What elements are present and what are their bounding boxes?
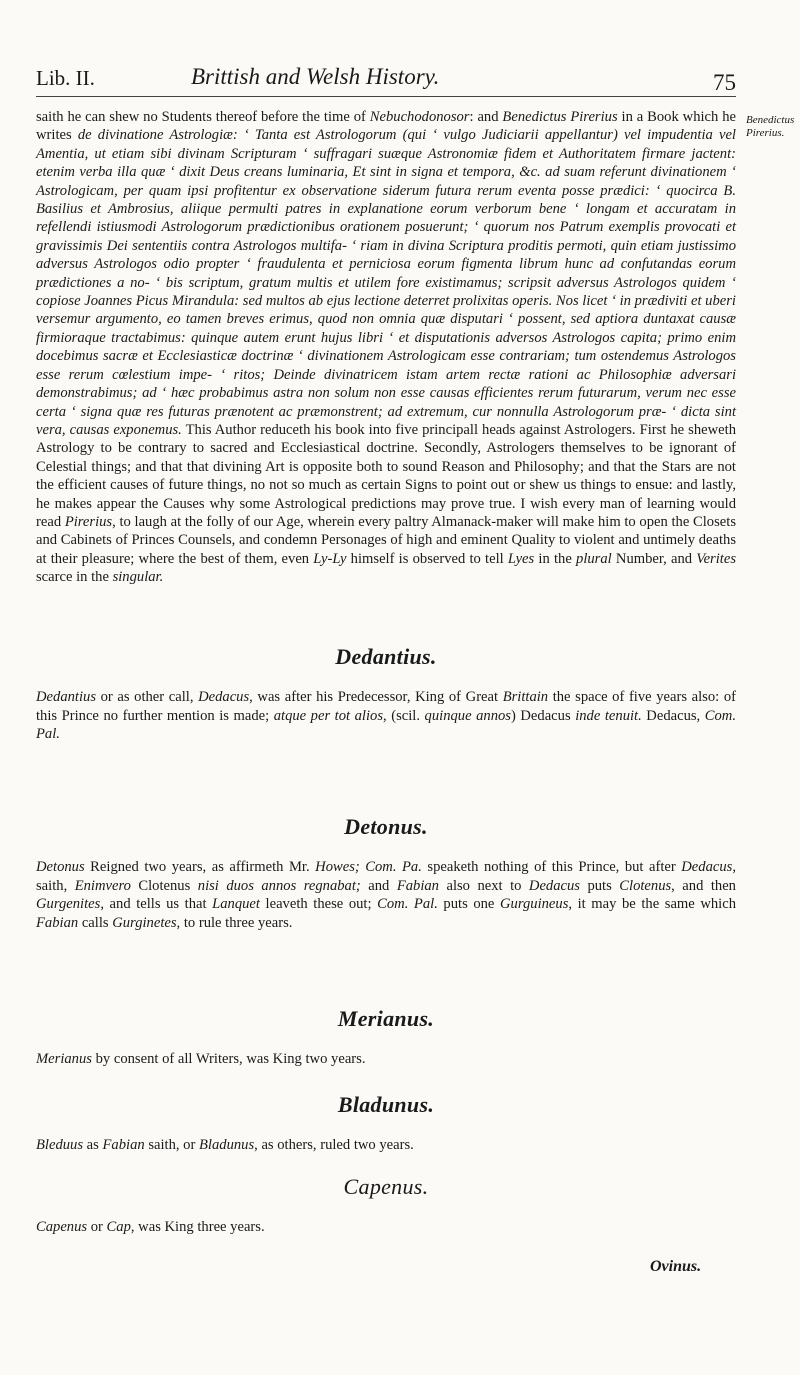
section-paragraph bbox=[36, 1050, 736, 1068]
section-merianus bbox=[36, 1006, 736, 1083]
section-heading: Bladunus. bbox=[337, 1092, 435, 1117]
text-run: Gurginetes bbox=[112, 914, 177, 931]
text-run: inde tenuit. bbox=[575, 707, 642, 724]
text-run: Dedacus bbox=[528, 877, 580, 894]
text-run: singular. bbox=[112, 569, 164, 586]
text-run: Pirerius bbox=[64, 513, 113, 530]
text-run: Verites bbox=[696, 550, 737, 567]
text-run: Nebuchodonosor bbox=[369, 109, 470, 125]
header-rule bbox=[36, 96, 736, 97]
text-run: Clotenus bbox=[130, 877, 198, 894]
text-run: : and bbox=[469, 109, 503, 125]
text-run: Gurgenites bbox=[36, 896, 101, 913]
text-run: Ly-Ly bbox=[313, 550, 347, 567]
text-run: , was after his Predecessor, King of Great bbox=[249, 689, 503, 706]
text-run: Howes; Com. Pa. bbox=[315, 859, 422, 876]
text-run: Lanquet bbox=[212, 896, 260, 913]
text-run: Com. Pal. bbox=[377, 896, 438, 913]
text-run: Fabian bbox=[102, 1137, 145, 1154]
text-run: , it may be the same which bbox=[568, 896, 736, 913]
running-header bbox=[36, 62, 736, 102]
text-run: Fabian bbox=[396, 877, 439, 894]
text-run: Dedantius bbox=[36, 689, 96, 706]
text-run: leaveth these out; bbox=[259, 896, 378, 913]
text-run: or as other call, bbox=[96, 689, 199, 706]
text-run: himself is observed to tell bbox=[346, 550, 508, 567]
text-run: calls bbox=[78, 914, 113, 931]
text-run: Dedacus bbox=[198, 689, 250, 706]
running-title: Brittish and Welsh History. bbox=[191, 64, 440, 89]
text-run: speaketh nothing of this Prince, but after bbox=[421, 859, 682, 876]
section-bladunus bbox=[36, 1092, 736, 1169]
text-run: puts one bbox=[437, 896, 500, 913]
text-run: the space of five years also: of this Prince no further mention is made; bbox=[36, 689, 736, 724]
text-run: Cap bbox=[106, 1219, 131, 1236]
text-run: , as others, ruled two years. bbox=[254, 1137, 414, 1154]
text-run: Fabian bbox=[36, 914, 79, 931]
book-number: Lib. II. bbox=[36, 66, 95, 90]
section-paragraph bbox=[36, 858, 736, 932]
text-run: also next to bbox=[438, 877, 529, 894]
text-run: Capenus bbox=[36, 1219, 88, 1236]
text-run: Detonus bbox=[36, 859, 85, 876]
text-run: Bladunus bbox=[199, 1137, 255, 1154]
text-run: Brittain bbox=[502, 689, 549, 706]
margin-note: Benedictus Pirerius. bbox=[746, 114, 795, 139]
text-run: Bleduus bbox=[36, 1137, 84, 1154]
text-run: Lyes bbox=[507, 550, 535, 567]
text-run: , to rule three years. bbox=[176, 914, 293, 931]
text-run: saith, or bbox=[144, 1137, 199, 1154]
section-paragraph bbox=[36, 1218, 736, 1236]
text-run: , and tells us that bbox=[100, 896, 213, 913]
text-run: , saith, bbox=[36, 859, 736, 894]
text-run: in a Book which he writes bbox=[36, 109, 736, 144]
section-heading: Dedantius. bbox=[335, 644, 437, 669]
text-run: and bbox=[360, 877, 397, 894]
text-run: plural bbox=[576, 550, 612, 567]
page-number: 75 bbox=[713, 70, 736, 95]
text-run: in the bbox=[534, 550, 577, 567]
text-run: Number, and bbox=[611, 550, 697, 567]
text-run: as bbox=[83, 1137, 103, 1154]
text-run: or bbox=[87, 1219, 107, 1236]
text-run: ) Dedacus bbox=[510, 707, 576, 724]
text-run: , to laugh at the folly of our Age, wherein every paltry Almanack-maker will make him to open the Closets and Cabinets of Princes Counsels, and condemn Personages of high and eminent Quality to violent and untimely deaths at their pleasure; where the best of them, even bbox=[36, 513, 736, 567]
section-capenus bbox=[36, 1174, 736, 1251]
section-heading: Merianus. bbox=[337, 1006, 435, 1031]
section-heading: Capenus. bbox=[343, 1174, 429, 1199]
section-heading: Detonus. bbox=[344, 814, 428, 839]
text-run: , was King three years. bbox=[130, 1219, 265, 1236]
section-detonus bbox=[36, 814, 736, 947]
text-run: Enimvero bbox=[74, 877, 131, 894]
text-run: This Author reduceth his book into five principall heads against Astrologers. First he sheweth Astrology to be contrary to sacred and Ecclesiastical doctrine. Secondly, Astrologers themselves to be ignorant of Celestial things; and that that divining Art is opposite both to sound Reason and Philosophy; and that the Stars are not the efficient causes of future things, no not so much as certain Signs to point out or shew us things to ensue: and lastly, he makes appear the Causes why some Astrological predictions may prove true. I wish every man of learning would read bbox=[36, 421, 736, 530]
text-run: puts bbox=[579, 877, 620, 894]
text-run: Gurguineus bbox=[500, 896, 569, 913]
text-run: Com. Pal. bbox=[36, 707, 736, 743]
text-run: saith he can shew no Students thereof before the time of bbox=[36, 109, 370, 125]
section-dedantius bbox=[36, 644, 736, 758]
text-run: Merianus bbox=[36, 1051, 92, 1068]
catchword: Ovinus. bbox=[650, 1258, 702, 1275]
text-run: , (scil. bbox=[383, 707, 425, 724]
latin-quotation: de divinatione Astrologiæ: ‘ Tanta est Astrologorum (qui ‘ vulgo Judiciarii appellantur) vel impudentia vel Amentia, ut etiam sibi divinam Scripturam ‘ suffragari suæque Astronomiæ fidem et Authoritatem firmare jactent: etenim verba illa quæ ‘ dixit Deus creans luminaria, Et sint in signa et tempora, &c. ad suam referunt divinationem ‘ Astrologicam, per quam ipsi profitentur ex observatione siderum futura rerum eventa posse prædici: ‘ quocirca B. Basilius et Ambrosius, aliique permulti patres in explanatione eorum verborum bene ‘ longam et accuratam in refellendi istiusmodi Astrologorum prædictionibus orationem posuerunt; ‘ quorum nos Patrum exemplis provocati et gravissimis Dei sententiis contra Astrologos multifa- ‘ riam in divina Scriptura proditis permoti, quin etiam justissimo adversus Astrologos odio propter ‘ fraudulenta et perniciosa eorum figmenta librum hunc ad confutandas eorum prædictiones a no- ‘ bis scriptum, gratum multis et utilem fore existimamus; scripsit adversus Astrologos quidem ‘ copiose Joannes Picus Mirandula: sed multos ab ejus lectione deterret prolixitas operis. Nos licet ‘ in prædiviti et uberi versemur argumento, eo tamen breves erimus, quod non omnia quæ disputari ‘ possent, sed aptiora duntaxat causæ firmioraque tractabimus: quinque autem erunt hujus libri ‘ et disputationis adversos Astrologos capita; primo enim docebimus sacræ et Ecclesiasticæ doctrinæ ‘ divinationem Astrologicam esse contrariam; tum ostendemus Astrologos esse rerum cœlestium impe- ‘ ritos; Deinde divinatricem istam artem rectæ rationi ac Philosophiæ adversari demonstrabimus; ad ‘ hæc probabimus astra non solum non esse causas efficientes rerum futurarum, verum nec esse certa ‘ signa quæ res futuras prænotent ac præmonstrent; ad extremum, cur nonnulla Astrologorum præ- ‘ dicta sint vera, causas exponemus. bbox=[36, 127, 736, 438]
text-run: Benedictus Pirerius bbox=[502, 109, 618, 125]
text-run: by consent of all Writers, was King two years. bbox=[91, 1051, 366, 1068]
section-paragraph bbox=[36, 688, 736, 743]
text-run: Reigned two years, as affirmeth Mr. bbox=[84, 859, 316, 876]
text-run: Dedacus bbox=[681, 859, 733, 876]
text-run: , and then bbox=[671, 877, 736, 894]
text-run: scarce in the bbox=[36, 569, 113, 586]
main-text bbox=[36, 108, 736, 587]
text-run: Clotenus bbox=[619, 877, 672, 894]
text-run: quinque annos bbox=[424, 707, 511, 724]
text-run: atque per tot alios bbox=[273, 707, 384, 724]
section-paragraph bbox=[36, 1136, 736, 1154]
text-run: nisi duos annos regnabat; bbox=[197, 877, 361, 894]
paragraph-pirerius bbox=[36, 108, 736, 587]
text-run: Dedacus, bbox=[641, 707, 705, 724]
